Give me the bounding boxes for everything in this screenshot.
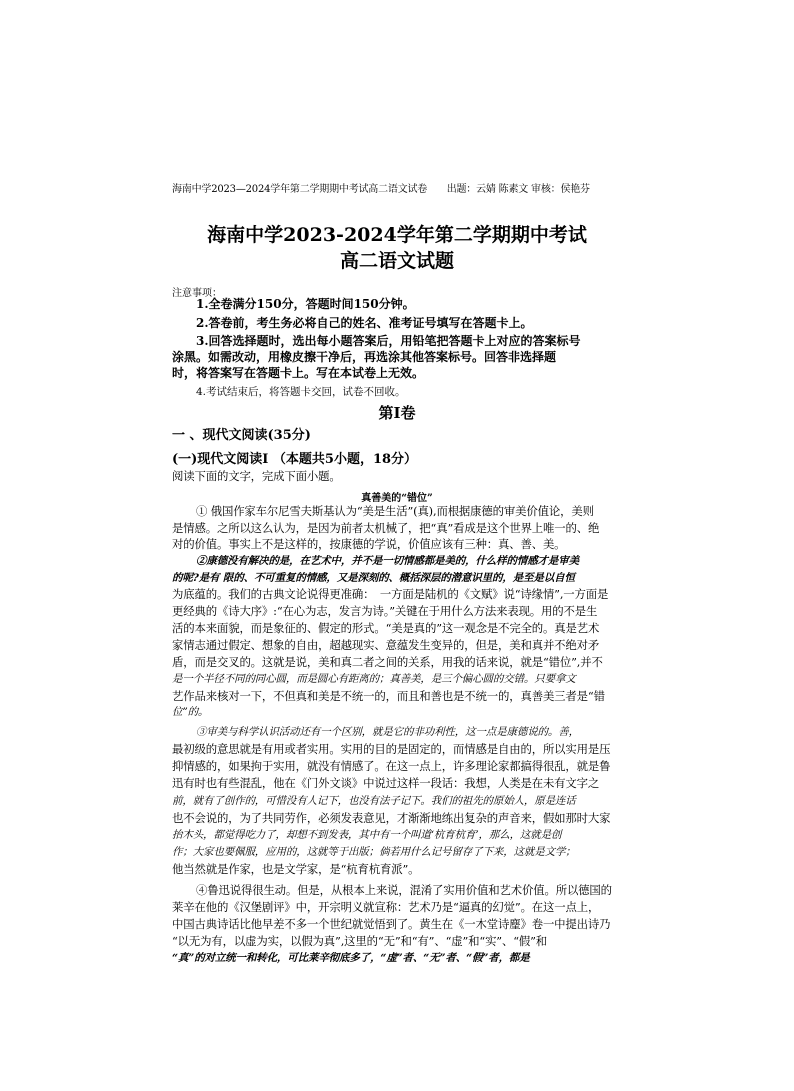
exam-subtitle: 高二语文试题 — [339, 250, 454, 272]
paragraph-line: 家情志通过假定、想象的自由，超越现实、意蕴发生变异的，但是，美和真并不绝对矛 — [172, 639, 600, 652]
notice-item: 时，将答案写在答题卡上。写在本试卷上无效。 — [172, 366, 425, 380]
subsection-heading: (一)现代文阅读I （本题共5小题，18分） — [172, 452, 418, 467]
notice-item: 4.考试结束后，将答题卡交回，试卷不回收。 — [196, 386, 406, 398]
notice-item: 3.回答选择题时，选出每小题答案后，用铅笔把答题卡上对应的答案标号 — [196, 334, 581, 348]
paragraph-line: 艺作品来核对一下，不但真和美是不统一的，而且和善也是不统一的，真善美三者是“错 — [172, 690, 605, 703]
paragraph-line: ③审美与科学认识活动还有一个区别，就是它的非功利性，这一点是康德说的。善， — [196, 726, 579, 738]
paragraph-line: 前，就有了创作的，可惜没有人记下，也没有法子记下。我们的祖先的原始人，原是连话 — [172, 795, 576, 807]
paragraph-line: 也不会说的，为了共同劳作，必须发表意见，才渐渐地练出复杂的声音来，假如那时大家 — [172, 812, 611, 825]
notice-item: 1.全卷满分150分，答题时间150分钟。 — [196, 297, 415, 311]
notice-item: 涂黑。如需改动，用橡皮擦干净后，再选涂其他答案标号。回答非选择题 — [172, 350, 557, 364]
exam-title: 海南中学2023-2024学年第二学期期中考试 — [207, 224, 587, 246]
paragraph-line: ① 俄国作家车尔尼雪夫斯基认为“美是生活”(真),而根据康德的审美价值论，美则 — [196, 505, 594, 518]
paragraph-line: 盾，而是交叉的。这就是说，美和真二者之间的关系，用我的话来说，就是“错位”,并不 — [172, 656, 603, 669]
notice-label: 注意事项： — [172, 288, 222, 299]
section-heading: 一 、现代文阅读(35分) — [172, 428, 311, 443]
paragraph-line: 抬木头，都觉得吃力了，却想不到发表，其中有一个叫道‘杭育杭育’，那么，这就是创 — [172, 829, 562, 841]
paragraph-line: 最初级的意思就是有用或者实用。实用的目的是固定的，而情感是自由的，所以实用是压 — [172, 743, 611, 756]
paragraph-line: 他当然就是作家，也是文学家，是“杭育杭育派”。 — [172, 863, 420, 876]
paragraph-line: 更经典的《诗大序》:“在心为志，发言为诗。”关键在于用什么方法来表现。用的不是生 — [172, 605, 598, 618]
paragraph-line: 位”的。 — [172, 706, 209, 718]
notice-item: 2.答卷前，考生务必将自己的姓名、准考证号填写在答题卡上。 — [196, 316, 533, 330]
paragraph-line: 活的本来面貌，而是象征的、假定的形式。“美是真的”这一观念是不完全的。真是艺术 — [172, 622, 600, 635]
paragraph-line: 抑情感的，如果拘于实用，就没有情感了。在这一点上，许多理论家都搞得很乱，就是鲁 — [172, 760, 611, 773]
paragraph-line: ②康德没有解决的是，在艺术中，并不是一切情感都是美的，什么样的情感才是审美 — [196, 555, 579, 567]
paragraph-line: 迅有时也有些混乱，他在《门外文谈》中说过这样一段话：我想，人类是在未有文字之 — [172, 777, 600, 790]
paragraph-line: 为底蕴的。我们的古典文论说得更准确： 一方面是陆机的《文赋》说“诗缘情”,一方面是 — [172, 588, 609, 601]
paragraph-line: 莱辛在他的《汉堡剧评》中，开宗明义就宣称：艺术乃是“逼真的幻觉”。在这一点上， — [172, 901, 600, 914]
paragraph-line: 中国古典诗话比他早差不多一个世纪就觉悟到了。黄生在《一木堂诗麈》卷一中提出诗乃 — [172, 918, 611, 931]
paragraph-line: ④鲁迅说得很生动。但是，从根本上来说，混淆了实用价值和艺术价值。所以德国的 — [196, 884, 612, 897]
instruction-text: 阅读下面的文字，完成下面小题。 — [172, 470, 341, 483]
paragraph-line: 是一个半径不同的同心圆，而是圆心有距离的；真善美，是三个偏心圆的交错。只要拿文 — [172, 673, 576, 685]
volume-heading: 第I卷 — [378, 404, 416, 422]
paragraph-line: “真”的对立统一和转化，可比莱辛彻底多了，“虚”者、“无”者、“假”者，都是 — [172, 952, 530, 964]
paragraph-line: 的呢?是有 限的、不可重复的情感，又是深刻的、概括深层的潜意识里的，是至是以自恒 — [172, 572, 575, 584]
page-header: 海南中学2023—2024学年第二学期期中考试高二语文试卷 出题：云婧 陈素文 审核：侯艳芬 — [172, 184, 590, 195]
article-title: 真善美的“错位” — [361, 493, 433, 504]
paragraph-line: “以无为有，以虚为实，以假为真”,这里的“无”和“有”、“虚”和“实”、“假”和 — [172, 935, 548, 948]
paragraph-line: 对的价值。事实上不是这样的，按康德的学说，价值应该有三种：真、善、美。 — [172, 538, 566, 551]
paragraph-line: 作；大家也要佩服，应用的，这就等于出版；倘若用什么记号留存了下来，这就是文学； — [172, 846, 576, 858]
paragraph-line: 是情感。之所以这么认为，是因为前者太机械了，把“真”看成是这个世界上唯一的、绝 — [172, 522, 600, 535]
